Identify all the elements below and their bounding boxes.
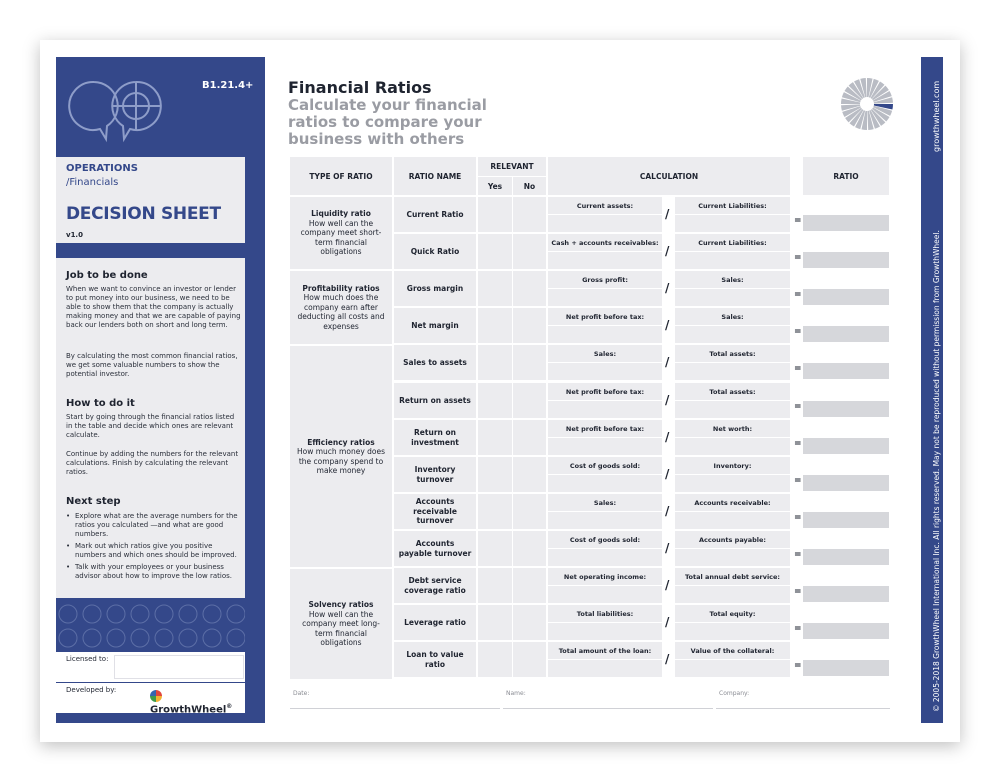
relevant-yes-checkbox[interactable] bbox=[478, 234, 512, 269]
decorative-pattern bbox=[56, 600, 245, 652]
relevant-no-checkbox[interactable] bbox=[513, 457, 546, 492]
numerator-divider bbox=[548, 474, 662, 475]
divide-sign: / bbox=[665, 281, 670, 295]
relevant-no-checkbox[interactable] bbox=[513, 605, 546, 640]
ratio-name-cell: Leverage ratio bbox=[394, 605, 476, 640]
numerator-divider bbox=[548, 659, 662, 660]
website-url: growthwheel.com bbox=[932, 80, 941, 152]
equals-sign: = bbox=[794, 216, 802, 226]
equals-sign: = bbox=[794, 476, 802, 486]
denominator-divider bbox=[675, 362, 790, 363]
relevant-no-checkbox[interactable] bbox=[513, 531, 546, 566]
relevant-yes-checkbox[interactable] bbox=[478, 494, 512, 529]
equals-sign: = bbox=[794, 513, 802, 523]
numerator-label: Net profit before tax: bbox=[565, 313, 645, 321]
divide-sign: / bbox=[665, 541, 670, 555]
numerator-label: Net profit before tax: bbox=[565, 388, 645, 396]
relevant-yes-checkbox[interactable] bbox=[478, 457, 512, 492]
numerator-divider bbox=[548, 511, 662, 512]
how-heading: How to do it bbox=[66, 398, 135, 409]
licensed-to-field[interactable] bbox=[114, 655, 244, 679]
numerator-label: Gross profit: bbox=[582, 276, 628, 284]
relevant-no-checkbox[interactable] bbox=[513, 383, 546, 418]
col-type-header: TYPE OF RATIO bbox=[290, 157, 392, 195]
equals-sign: = bbox=[794, 402, 802, 412]
ratio-name-cell: Sales to assets bbox=[394, 345, 476, 380]
wheel-icon bbox=[840, 77, 894, 131]
category-desc: How much money does the company spend to make money bbox=[296, 447, 386, 475]
ratio-name-cell: Inventory turnover bbox=[394, 457, 476, 492]
equals-sign: = bbox=[794, 661, 802, 671]
category-liquidity bbox=[290, 197, 392, 269]
category-efficiency bbox=[290, 346, 392, 567]
ratio-result-field[interactable] bbox=[803, 289, 889, 305]
numerator-divider bbox=[548, 325, 662, 326]
ratio-name-cell: Gross margin bbox=[394, 271, 476, 306]
ratio-result-field[interactable] bbox=[803, 215, 889, 231]
next-steps-list bbox=[66, 512, 242, 584]
denominator-label: Inventory: bbox=[713, 462, 752, 470]
denominator-label: Accounts receivable: bbox=[694, 499, 771, 507]
ratio-result-field[interactable] bbox=[803, 660, 889, 676]
next-heading: Next step bbox=[66, 496, 121, 507]
ratio-name-cell: Return on investment bbox=[394, 420, 476, 455]
numerator-divider bbox=[548, 585, 662, 586]
ratio-result-field[interactable] bbox=[803, 326, 889, 342]
numerator-divider bbox=[548, 622, 662, 623]
denominator-label: Accounts payable: bbox=[698, 536, 767, 544]
category-name: Liquidity ratio bbox=[311, 209, 371, 219]
denominator-label: Total assets: bbox=[709, 350, 756, 358]
category-profitability bbox=[290, 271, 392, 344]
equals-sign: = bbox=[794, 624, 802, 634]
divide-sign: / bbox=[665, 504, 670, 518]
ratio-result-field[interactable] bbox=[803, 252, 889, 268]
ratio-name-cell: Accounts payable turnover bbox=[394, 531, 476, 566]
numerator-label: Total liabilities: bbox=[576, 610, 634, 618]
divide-sign: / bbox=[665, 430, 670, 444]
relevant-no-checkbox[interactable] bbox=[513, 197, 546, 232]
relevant-no-checkbox[interactable] bbox=[513, 568, 546, 603]
relevant-no-checkbox[interactable] bbox=[513, 420, 546, 455]
relevant-no-checkbox[interactable] bbox=[513, 494, 546, 529]
col-ratio-header: RATIO bbox=[803, 157, 889, 195]
operations-panel bbox=[56, 157, 245, 243]
subcategory-label: /Financials bbox=[66, 177, 119, 188]
copyright-notice: © 2005-2018 GrowthWheel International Inc. All rights reserved. May not be reproduced without permission from GrowthWheel. bbox=[932, 230, 941, 712]
numerator-divider bbox=[548, 548, 662, 549]
denominator-label: Total annual debt service: bbox=[684, 573, 781, 581]
date-label: Date: bbox=[293, 690, 310, 697]
page-subtitle: Calculate your financial ratios to compare your business with others bbox=[288, 96, 487, 148]
job-text-1: When we want to convince an investor or lender to put money into our business, we need to be able to show them that the company is actually making money and that we are capable of paying back our lenders both on short and long term. bbox=[66, 285, 241, 329]
ratio-result-field[interactable] bbox=[803, 549, 889, 565]
denominator-label: Net worth: bbox=[712, 425, 753, 433]
ratio-name-cell: Current Ratio bbox=[394, 197, 476, 232]
growthwheel-logo bbox=[150, 690, 245, 715]
denominator-divider bbox=[675, 251, 790, 252]
category-solvency bbox=[290, 569, 392, 679]
job-text-2: By calculating the most common financial ratios, we get some valuable numbers to show the potential investor. bbox=[66, 352, 238, 378]
divide-sign: / bbox=[665, 615, 670, 629]
name-label: Name: bbox=[506, 690, 526, 697]
col-name-header: RATIO NAME bbox=[394, 157, 476, 195]
numerator-label: Sales: bbox=[593, 350, 617, 358]
denominator-label: Value of the collateral: bbox=[690, 647, 775, 655]
page-title: Financial Ratios bbox=[288, 78, 432, 97]
equals-sign: = bbox=[794, 327, 802, 337]
divide-sign: / bbox=[665, 355, 670, 369]
developed-by-section bbox=[56, 683, 245, 716]
relevant-yes-checkbox[interactable] bbox=[478, 420, 512, 455]
denominator-divider bbox=[675, 474, 790, 475]
how-text-1: Start by going through the financial ratios listed in the table and decide which ones are relevant calculate. bbox=[66, 413, 235, 439]
speech-bubbles-logo-icon bbox=[64, 76, 174, 148]
date-field[interactable] bbox=[290, 708, 500, 709]
numerator-divider bbox=[548, 400, 662, 401]
brand-name: GrowthWheel bbox=[150, 704, 227, 716]
category-desc: How well can the company meet short-term financial obligations bbox=[300, 218, 382, 257]
ratio-result-field[interactable] bbox=[803, 475, 889, 491]
divide-sign: / bbox=[665, 393, 670, 407]
numerator-label: Total amount of the loan: bbox=[558, 647, 652, 655]
relevant-yes-checkbox[interactable] bbox=[478, 271, 512, 306]
numerator-label: Current assets: bbox=[576, 202, 634, 210]
growthwheel-wheel-icon bbox=[150, 690, 162, 702]
numerator-label: Cost of goods sold: bbox=[569, 536, 641, 544]
category-desc: How well can the company meet long-term financial obligations bbox=[302, 609, 380, 648]
relevant-yes-checkbox[interactable] bbox=[478, 345, 512, 380]
numerator-divider bbox=[548, 288, 662, 289]
category-label: OPERATIONS bbox=[66, 163, 138, 174]
denominator-label: Sales: bbox=[721, 313, 744, 321]
developed-label: Developed by: bbox=[66, 686, 117, 694]
denominator-divider bbox=[675, 585, 790, 586]
equals-sign: = bbox=[794, 290, 802, 300]
denominator-label: Current Liabilities: bbox=[698, 202, 767, 210]
numerator-label: Sales: bbox=[593, 499, 617, 507]
numerator-divider bbox=[548, 437, 662, 438]
relevant-no-checkbox[interactable] bbox=[513, 308, 546, 343]
divide-sign: / bbox=[665, 652, 670, 666]
ratio-result-field[interactable] bbox=[803, 512, 889, 528]
divide-sign: / bbox=[665, 207, 670, 221]
numerator-divider bbox=[548, 362, 662, 363]
sheet-title: DECISION SHEET bbox=[66, 204, 221, 224]
company-label: Company: bbox=[719, 690, 750, 697]
category-name: Profitability ratios bbox=[302, 283, 380, 293]
next-step-item: • Mark out which ratios give you positive numbers and which ones should be improved. bbox=[66, 542, 242, 560]
name-field[interactable] bbox=[503, 708, 713, 709]
denominator-label: Total assets: bbox=[709, 388, 756, 396]
instructions-panel bbox=[56, 258, 245, 598]
relevant-no-checkbox[interactable] bbox=[513, 642, 546, 677]
numerator-divider bbox=[548, 251, 662, 252]
job-heading: Job to be done bbox=[66, 270, 148, 281]
denominator-divider bbox=[675, 288, 790, 289]
relevant-yes-checkbox[interactable] bbox=[478, 383, 512, 418]
relevant-no-checkbox[interactable] bbox=[513, 271, 546, 306]
numerator-divider bbox=[548, 214, 662, 215]
ratio-name-cell: Quick Ratio bbox=[394, 234, 476, 269]
equals-sign: = bbox=[794, 439, 802, 449]
ratio-result-field[interactable] bbox=[803, 438, 889, 454]
ratio-name-cell: Loan to value ratio bbox=[394, 642, 476, 677]
relevant-no-checkbox[interactable] bbox=[513, 345, 546, 380]
equals-sign: = bbox=[794, 253, 802, 263]
ratio-result-field[interactable] bbox=[803, 623, 889, 639]
denominator-label: Current Liabilities: bbox=[698, 239, 767, 247]
next-step-item: • Talk with your employees or your business advisor about how to improve the low ratios. bbox=[66, 563, 242, 581]
denominator-divider bbox=[675, 622, 790, 623]
numerator-label: Net profit before tax: bbox=[565, 425, 645, 433]
relevant-yes-checkbox[interactable] bbox=[478, 197, 512, 232]
col-calculation-header: CALCULATION bbox=[548, 157, 790, 195]
denominator-label: Total equity: bbox=[709, 610, 756, 618]
denominator-divider bbox=[675, 400, 790, 401]
how-text-2: Continue by adding the numbers for the relevant calculations. Finish by calculating the relevant ratios. bbox=[66, 450, 239, 476]
ratio-result-field[interactable] bbox=[803, 586, 889, 602]
equals-sign: = bbox=[794, 587, 802, 597]
relevant-yes-checkbox[interactable] bbox=[478, 568, 512, 603]
relevant-yes-checkbox[interactable] bbox=[478, 642, 512, 677]
relevant-yes-checkbox[interactable] bbox=[478, 308, 512, 343]
registered-mark: ® bbox=[226, 703, 233, 710]
category-name: Solvency ratios bbox=[308, 600, 374, 610]
numerator-label: Net operating income: bbox=[563, 573, 647, 581]
ratio-name-cell: Return on assets bbox=[394, 383, 476, 418]
relevant-yes-checkbox[interactable] bbox=[478, 605, 512, 640]
numerator-label: Cash + accounts receivables: bbox=[551, 239, 659, 247]
relevant-no-checkbox[interactable] bbox=[513, 234, 546, 269]
col-no-header: No bbox=[513, 177, 546, 195]
divide-sign: / bbox=[665, 578, 670, 592]
numerator-label: Cost of goods sold: bbox=[569, 462, 641, 470]
relevant-yes-checkbox[interactable] bbox=[478, 531, 512, 566]
denominator-label: Sales: bbox=[721, 276, 744, 284]
divide-sign: / bbox=[665, 244, 670, 258]
denominator-divider bbox=[675, 511, 790, 512]
next-step-item: • Explore what are the average numbers for the ratios you calculated —and what are good numbers. bbox=[66, 512, 242, 539]
ratio-name-cell: Debt service coverage ratio bbox=[394, 568, 476, 603]
divide-sign: / bbox=[665, 318, 670, 332]
equals-sign: = bbox=[794, 550, 802, 560]
ratio-name-cell: Accounts receivable turnover bbox=[394, 494, 476, 529]
ratio-result-field[interactable] bbox=[803, 363, 889, 379]
category-desc: How much does the company earn after deducting all costs and expenses bbox=[297, 293, 385, 331]
denominator-divider bbox=[675, 659, 790, 660]
category-name: Efficiency ratios bbox=[307, 437, 375, 447]
equals-sign: = bbox=[794, 364, 802, 374]
licensed-label: Licensed to: bbox=[66, 655, 109, 663]
version-label: v1.0 bbox=[66, 231, 83, 239]
company-field[interactable] bbox=[716, 708, 890, 709]
ratio-name-cell: Net margin bbox=[394, 308, 476, 343]
ratio-result-field[interactable] bbox=[803, 401, 889, 417]
denominator-divider bbox=[675, 548, 790, 549]
denominator-divider bbox=[675, 437, 790, 438]
denominator-divider bbox=[675, 325, 790, 326]
licensed-to-section bbox=[56, 652, 245, 682]
col-relevant-header: RELEVANT bbox=[478, 157, 546, 176]
divide-sign: / bbox=[665, 467, 670, 481]
col-yes-header: Yes bbox=[478, 177, 512, 195]
sheet-code: B1.21.4+ bbox=[202, 80, 254, 91]
denominator-divider bbox=[675, 214, 790, 215]
